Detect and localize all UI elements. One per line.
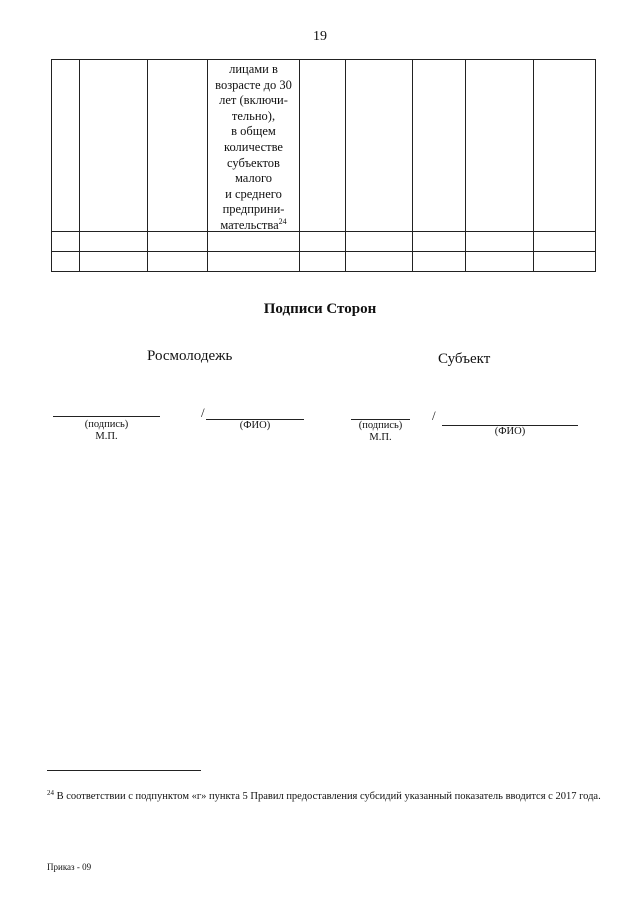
- cell-line: лет (включи-: [219, 93, 288, 108]
- footer-document-code: Приказ - 09: [47, 862, 92, 872]
- cell-line: возрасте до 30: [215, 77, 292, 92]
- signature-label: (подпись): [84, 419, 129, 430]
- table-column-border: [299, 59, 300, 272]
- left-slash: /: [201, 405, 205, 420]
- footnote-reference: 24: [278, 216, 287, 226]
- stamp-label: М.П.: [95, 431, 118, 442]
- table-column-border: [147, 59, 148, 272]
- table-column-border: [51, 59, 52, 272]
- table-column-border: [465, 59, 466, 272]
- table-column-border: [79, 59, 80, 272]
- cell-line: лицами в: [229, 62, 278, 76]
- cell-line: тельно),: [231, 108, 276, 123]
- table-cell-indicator-text: [208, 62, 299, 234]
- right-name-caption: (ФИО): [494, 426, 526, 437]
- signatures-heading: Подписи Сторон: [263, 301, 377, 317]
- stamp-label: М.П.: [369, 432, 392, 443]
- left-signature-caption: [53, 419, 160, 443]
- left-name-caption: (ФИО): [239, 420, 271, 431]
- table-row-divider: [51, 251, 596, 252]
- cell-line: и среднего: [225, 186, 282, 201]
- cell-line: в общем: [231, 124, 276, 139]
- table-bottom-border: [51, 271, 596, 272]
- cell-line: субъектов: [227, 155, 280, 170]
- table-column-border: [595, 59, 596, 272]
- right-slash: /: [432, 408, 436, 423]
- cell-line-last: [208, 218, 299, 234]
- left-signature-line: [53, 416, 160, 417]
- cell-line: предприни-: [222, 202, 285, 217]
- party-rosmolodezh: Росмолодежь: [147, 348, 233, 364]
- table-column-border: [533, 59, 534, 272]
- table-column-border: [345, 59, 346, 272]
- cell-line: малого: [234, 171, 273, 186]
- table-column-border: [412, 59, 413, 272]
- signature-label: (подпись): [358, 420, 403, 431]
- right-signature-caption: [346, 420, 415, 444]
- footnote-number: 24: [47, 789, 54, 797]
- table-row-divider: [51, 231, 596, 232]
- page-number: 19: [313, 29, 327, 44]
- table-top-border: [51, 59, 596, 60]
- footnote-text: В соответствии с подпунктом «г» пункта 5 Правил предоставления субсидий указанный показатель вводится с 2017 года.: [56, 791, 601, 802]
- cell-line: мательства: [220, 217, 279, 232]
- cell-line: количестве: [224, 139, 283, 154]
- footnote: [47, 790, 607, 804]
- footnote-separator: [47, 770, 201, 771]
- party-subject: Субъект: [438, 351, 491, 367]
